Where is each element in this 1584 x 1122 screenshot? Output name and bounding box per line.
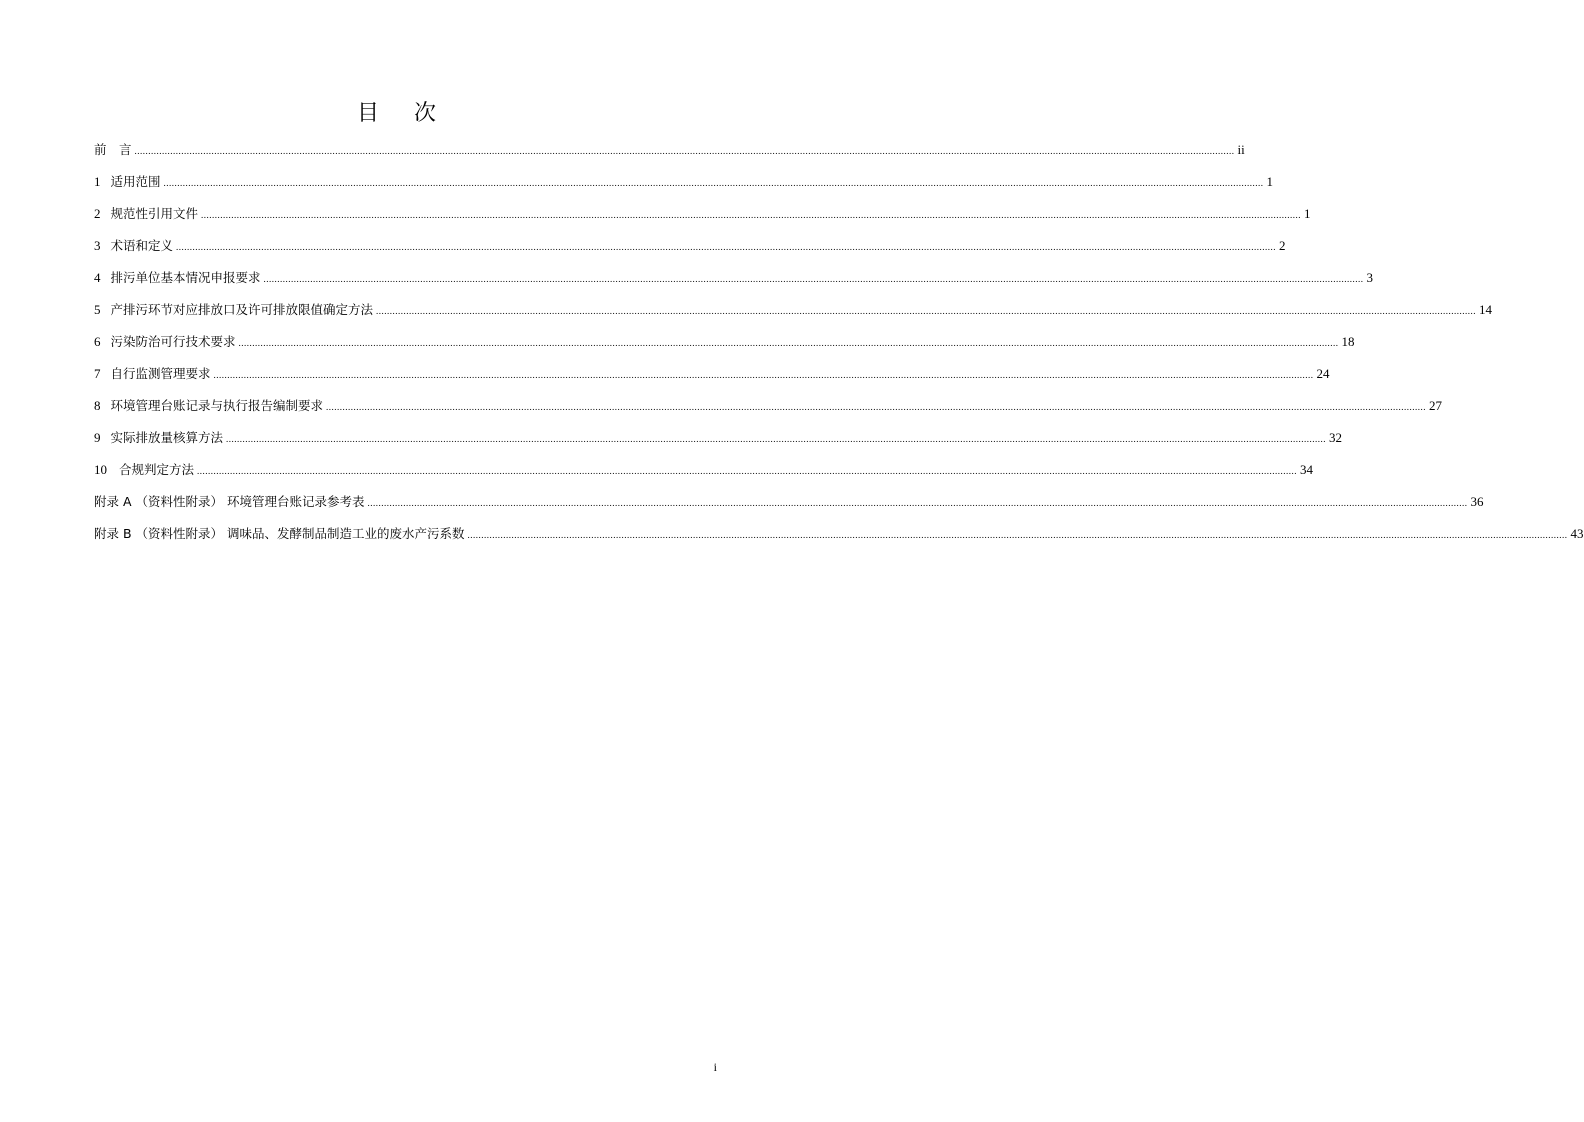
toc-leader-dots: ................................................................................................................................................................................................................................................................................................................................................................................................................ — [213, 370, 1314, 380]
toc-entry-text: 环境管理台账记录与执行报告编制要求 — [110, 398, 324, 413]
toc-entry-page: 1 — [1266, 174, 1274, 189]
toc-entry-label — [94, 492, 364, 512]
toc-entry-2[interactable] — [94, 204, 1311, 236]
toc-entry-text: 规范性引用文件 — [110, 206, 199, 221]
toc-entry-number: 2 — [94, 206, 101, 221]
table-of-contents — [94, 140, 1584, 556]
toc-entry-6[interactable] — [94, 332, 1355, 364]
toc-entry-9[interactable] — [94, 428, 1343, 460]
toc-entry-page: 43 — [1570, 526, 1584, 541]
toc-entry-7[interactable] — [94, 364, 1330, 396]
toc-entry-label — [94, 300, 373, 320]
toc-entry-page: 36 — [1470, 494, 1484, 509]
page-number: i — [713, 1060, 717, 1074]
toc-leader-dots: ................................................................................................................................................................................................................................................................................................................................................................................................................ — [263, 274, 1364, 284]
toc-entry-page: ii — [1237, 142, 1245, 157]
toc-entry-label — [94, 364, 211, 384]
toc-entry-text: 合规判定方法 — [119, 462, 195, 477]
toc-entry-page: 34 — [1300, 462, 1314, 477]
toc-leader-dots: ................................................................................................................................................................................................................................................................................................................................................................................................................ — [163, 178, 1264, 188]
toc-entry-number: 6 — [94, 334, 101, 349]
toc-entry-number: 9 — [94, 430, 101, 445]
toc-entry-text: 前 言 — [94, 142, 132, 157]
toc-entry-text: 附录 A （资料性附录） 环境管理台账记录参考表 — [94, 494, 365, 509]
toc-entry-appendix-b[interactable] — [94, 524, 1584, 556]
toc-entry-text: 术语和定义 — [110, 238, 174, 253]
toc-entry-label — [94, 140, 132, 160]
toc-entry-1[interactable] — [94, 172, 1274, 204]
toc-entry-page: 3 — [1366, 270, 1374, 285]
toc-entry-label — [94, 204, 198, 224]
toc-entry-text: 排污单位基本情况申报要求 — [110, 270, 261, 285]
toc-entry-page: 2 — [1279, 238, 1286, 253]
toc-entry-page: 14 — [1479, 302, 1493, 317]
toc-leader-dots: ................................................................................................................................................................................................................................................................................................................................................................................................................ — [238, 338, 1339, 348]
toc-entry-number: 8 — [94, 398, 101, 413]
toc-entry-label — [94, 428, 223, 448]
toc-entry-page: 32 — [1329, 430, 1343, 445]
toc-entry-text: 适用范围 — [110, 174, 161, 189]
toc-entry-page: 18 — [1341, 334, 1355, 349]
toc-entry-label — [94, 268, 261, 288]
toc-entry-text: 污染防治可行技术要求 — [110, 334, 236, 349]
toc-entry-10[interactable] — [94, 460, 1314, 492]
toc-entry-label — [94, 396, 323, 416]
toc-entry-text: 产排污环节对应排放口及许可排放限值确定方法 — [110, 302, 374, 317]
toc-entry-number: 4 — [94, 270, 101, 285]
toc-entry-label — [94, 332, 236, 352]
toc-leader-dots: ................................................................................................................................................................................................................................................................................................................................................................................................................ — [326, 402, 1427, 412]
toc-entry-text: 自行监测管理要求 — [110, 366, 211, 381]
toc-entry-page: 27 — [1429, 398, 1443, 413]
toc-entry-number: 10 — [94, 462, 107, 477]
toc-entry-label — [94, 460, 194, 480]
toc-entry-text: 实际排放量核算方法 — [110, 430, 224, 445]
toc-entry-text: 附录 B （资料性附录） 调味品、发酵制品制造工业的废水产污系数 — [94, 526, 465, 541]
toc-leader-dots: ................................................................................................................................................................................................................................................................................................................................................................................................................ — [367, 498, 1468, 508]
toc-entry-3[interactable] — [94, 236, 1286, 268]
toc-leader-dots: ................................................................................................................................................................................................................................................................................................................................................................................................................ — [467, 530, 1568, 540]
toc-entry-page: 1 — [1304, 206, 1311, 221]
toc-leader-dots: ................................................................................................................................................................................................................................................................................................................................................................................................................ — [376, 306, 1477, 316]
toc-entry-8[interactable] — [94, 396, 1443, 428]
toc-entry-label — [94, 524, 465, 544]
toc-entry-preface[interactable] — [94, 140, 1245, 172]
toc-entry-number: 1 — [94, 174, 101, 189]
toc-entry-page: 24 — [1316, 366, 1330, 381]
toc-entry-number: 5 — [94, 302, 101, 317]
toc-leader-dots: ................................................................................................................................................................................................................................................................................................................................................................................................................ — [197, 466, 1298, 476]
toc-entry-number: 3 — [94, 238, 101, 253]
toc-entry-number: 7 — [94, 366, 101, 381]
toc-leader-dots: ................................................................................................................................................................................................................................................................................................................................................................................................................ — [226, 434, 1327, 444]
toc-entry-5[interactable] — [94, 300, 1493, 332]
toc-leader-dots: ................................................................................................................................................................................................................................................................................................................................................................................................................ — [134, 146, 1235, 156]
toc-entry-appendix-a[interactable] — [94, 492, 1484, 524]
toc-entry-4[interactable] — [94, 268, 1374, 300]
toc-title: 目 次 — [357, 101, 450, 126]
toc-entry-label — [94, 236, 173, 256]
toc-entry-label — [94, 172, 161, 192]
toc-leader-dots: ................................................................................................................................................................................................................................................................................................................................................................................................................ — [176, 242, 1277, 252]
toc-leader-dots: ................................................................................................................................................................................................................................................................................................................................................................................................................ — [201, 210, 1302, 220]
